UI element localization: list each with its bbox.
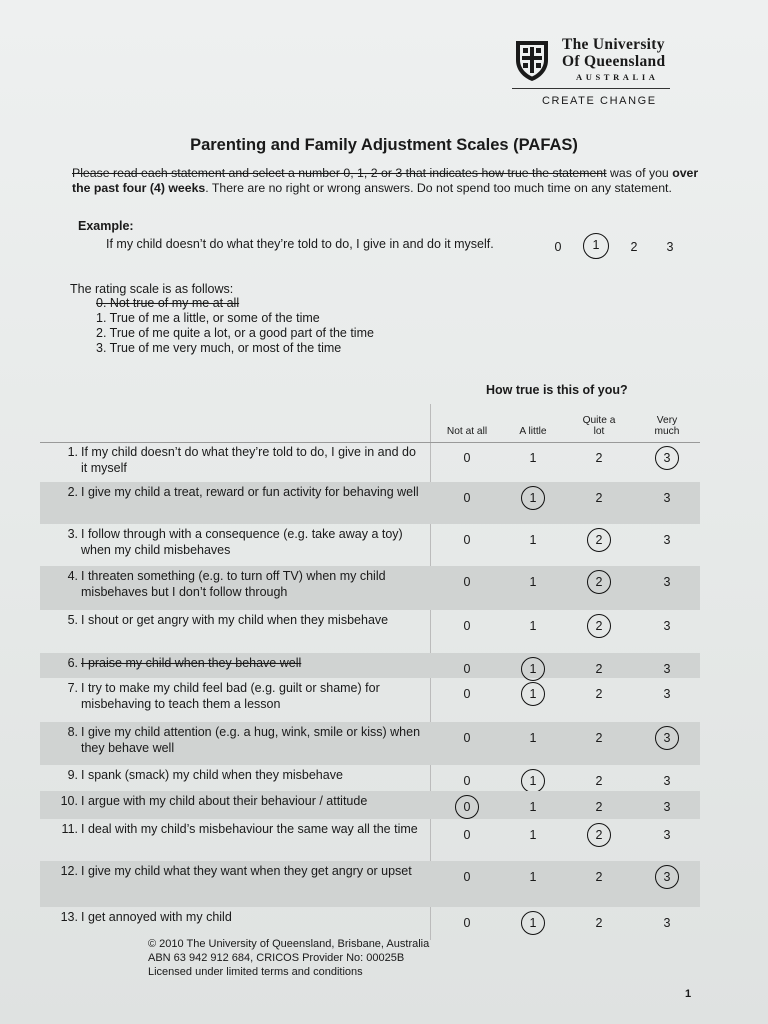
question-number: 9. [67, 768, 78, 782]
question-row [40, 861, 700, 907]
page-title: Parenting and Family Adjustment Scales (PAFAS) [190, 136, 578, 154]
instructions-text-after: . There are no right or wrong answers. Do not spend too much time on any statement. [205, 181, 672, 195]
rating-option-1[interactable]: 1 [529, 533, 537, 547]
question-text [40, 725, 428, 756]
rating-option-3-selected[interactable]: 3 [655, 446, 679, 470]
question-statement: I shout or get angry with my child when they misbehave [81, 613, 389, 627]
rating-option-0[interactable]: 0 [463, 870, 471, 884]
page-number: 1 [685, 988, 692, 1000]
rating-option-1-selected[interactable]: 1 [521, 486, 545, 510]
question-row [40, 482, 700, 524]
question-number: 3. [67, 527, 78, 541]
rating-option-2-selected[interactable]: 2 [587, 570, 611, 594]
question-statement: I give my child a treat, reward or fun activity for behaving well [81, 485, 419, 499]
example-label: Example: [78, 219, 134, 233]
question-row [40, 907, 700, 937]
question-number: 2. [67, 485, 78, 499]
rating-option-2[interactable]: 2 [595, 451, 603, 465]
footer-line-2: ABN 63 942 912 684, CRICOS Provider No: 00025B [148, 952, 405, 964]
example-rating-options [540, 232, 690, 262]
rating-option-1-selected[interactable]: 1 [521, 769, 545, 793]
rating-option-1[interactable]: 1 [529, 828, 537, 842]
rating-option-2-selected[interactable]: 2 [587, 823, 611, 847]
question-statement: I try to make my child feel bad (e.g. guilt or shame) for misbehaving to teach them a lesson [81, 681, 380, 711]
question-row [40, 442, 700, 482]
question-table-header: How true is this of you? [486, 383, 628, 397]
instructions-struck-line: Please read each statement and select a number 0, 1, 2 or 3 that indicates how true the statement [72, 166, 607, 180]
rating-option-3-selected[interactable]: 3 [655, 865, 679, 889]
question-statement: I praise my child when they behave well [81, 656, 302, 670]
rating-option-0[interactable]: 0 [463, 774, 471, 788]
rating-option-0[interactable]: 0 [463, 491, 471, 505]
copyright-footer [148, 937, 429, 979]
rating-option-2-selected[interactable]: 2 [587, 614, 611, 638]
rating-option-1[interactable]: 1 [529, 870, 537, 884]
question-text [40, 527, 428, 558]
question-text [40, 681, 428, 712]
logo-line-1: The University [562, 36, 665, 53]
example-option[interactable]: 0 [554, 240, 562, 254]
rating-option-2[interactable]: 2 [595, 662, 603, 676]
rating-option-1[interactable]: 1 [529, 731, 537, 745]
rating-option-1[interactable]: 1 [529, 451, 537, 465]
question-number: 8. [67, 725, 78, 739]
question-text [40, 768, 428, 784]
column-header: Not at all [446, 426, 488, 437]
question-row [40, 722, 700, 765]
instructions-bold: over the past four (4) weeks [72, 166, 699, 195]
rating-option-1[interactable]: 1 [529, 575, 537, 589]
question-statement: I threaten something (e.g. to turn off TV) when my child misbehaves but I don’t follow through [81, 569, 386, 599]
question-text [40, 485, 428, 501]
rating-option-2[interactable]: 2 [595, 916, 603, 930]
instructions-text-before: was of you [609, 166, 673, 180]
rating-option-3[interactable]: 3 [663, 828, 671, 842]
question-number: 4. [67, 569, 78, 583]
logo-divider [512, 88, 670, 89]
question-text [40, 910, 428, 926]
rating-option-1[interactable]: 1 [529, 619, 537, 633]
footer-line-1: © 2010 The University of Queensland, Brisbane, Australia [148, 938, 430, 950]
uq-crest-icon [512, 38, 552, 82]
question-text [40, 569, 428, 600]
logo-line-3: AUSTRALIA [576, 72, 659, 82]
question-row [40, 653, 700, 678]
logo-tagline: CREATE CHANGE [542, 95, 657, 107]
rating-option-3[interactable]: 3 [663, 800, 671, 814]
rating-option-2[interactable]: 2 [595, 731, 603, 745]
rating-option-0[interactable]: 0 [463, 828, 471, 842]
question-text [40, 445, 428, 476]
rating-scale-item: 2. True of me quite a lot, or a good part of the time [96, 326, 374, 340]
rating-option-0[interactable]: 0 [463, 533, 471, 547]
question-row [40, 566, 700, 610]
rating-option-0[interactable]: 0 [463, 687, 471, 701]
column-header: A little [519, 426, 547, 437]
question-statement: I get annoyed with my child [81, 910, 232, 924]
footer-line-3: Licensed under limited terms and conditions [148, 966, 363, 978]
question-number: 6. [67, 656, 78, 670]
rating-option-3[interactable]: 3 [663, 533, 671, 547]
question-text [40, 794, 428, 810]
rating-option-2-selected[interactable]: 2 [587, 528, 611, 552]
instructions [72, 166, 708, 196]
question-statement: I spank (smack) my child when they misbehave [81, 768, 343, 782]
question-text [40, 656, 428, 672]
question-number: 7. [67, 681, 78, 695]
question-statement: I argue with my child about their behaviour / attitude [81, 794, 368, 808]
rating-option-0[interactable]: 0 [463, 916, 471, 930]
question-number: 13. [60, 910, 78, 924]
logo-line-2: Of Queensland [562, 53, 666, 70]
rating-option-2[interactable]: 2 [595, 687, 603, 701]
question-row [40, 610, 700, 653]
rating-option-1[interactable]: 1 [529, 800, 537, 814]
question-text [40, 864, 428, 880]
rating-option-1-selected[interactable]: 1 [521, 911, 545, 935]
rating-option-2[interactable]: 2 [595, 491, 603, 505]
rating-option-3[interactable]: 3 [663, 619, 671, 633]
question-row [40, 678, 700, 722]
rating-scale-item: 3. True of me very much, or most of the time [96, 341, 342, 355]
question-row [40, 791, 700, 819]
rating-scale-item: 1. True of me a little, or some of the time [96, 311, 320, 325]
rating-option-1-selected[interactable]: 1 [521, 657, 545, 681]
rating-option-2[interactable]: 2 [595, 800, 603, 814]
rating-option-0[interactable]: 0 [463, 662, 471, 676]
rating-option-0[interactable]: 0 [463, 451, 471, 465]
question-text [40, 613, 428, 629]
question-number: 5. [67, 613, 78, 627]
rating-option-0-selected[interactable]: 0 [455, 795, 479, 819]
example-statement: If my child doesn’t do what they’re told to do, I give in and do it myself. [106, 237, 494, 251]
example-option[interactable]: 3 [666, 240, 674, 254]
question-statement: I give my child attention (e.g. a hug, wink, smile or kiss) when they behave well [81, 725, 421, 755]
question-statement: If my child doesn’t do what they’re told to do, I give in and do it myself [81, 445, 416, 475]
rating-option-2[interactable]: 2 [595, 774, 603, 788]
rating-option-3-selected[interactable]: 3 [655, 726, 679, 750]
question-row [40, 819, 700, 861]
question-number: 10. [60, 794, 78, 808]
rating-option-3[interactable]: 3 [663, 491, 671, 505]
example-option[interactable]: 1 [583, 233, 609, 259]
question-number: 11. [61, 822, 78, 836]
rating-option-3[interactable]: 3 [663, 687, 671, 701]
rating-option-0[interactable]: 0 [463, 619, 471, 633]
rating-scale-item: 0. Not true of my me at all [96, 296, 240, 310]
rating-option-0[interactable]: 0 [463, 731, 471, 745]
question-statement: I give my child what they want when they get angry or upset [81, 864, 412, 878]
question-number: 12. [60, 864, 78, 878]
rating-option-3[interactable]: 3 [663, 916, 671, 930]
question-statement: I follow through with a consequence (e.g. take away a toy) when my child misbehaves [81, 527, 403, 557]
rating-option-0[interactable]: 0 [463, 575, 471, 589]
column-header: Very much [654, 415, 680, 437]
example-option[interactable]: 2 [630, 240, 638, 254]
question-number: 1. [67, 445, 78, 459]
rating-scale-list [96, 296, 374, 356]
question-statement: I deal with my child’s misbehaviour the same way all the time [81, 822, 418, 836]
rating-option-3[interactable]: 3 [663, 575, 671, 589]
rating-option-1-selected[interactable]: 1 [521, 682, 545, 706]
rating-scale-title: The rating scale is as follows: [70, 282, 234, 296]
question-row [40, 524, 700, 566]
rating-option-2[interactable]: 2 [595, 870, 603, 884]
question-row [40, 765, 700, 791]
rating-option-3[interactable]: 3 [663, 774, 671, 788]
question-text [40, 822, 428, 838]
column-header: Quite a lot [582, 415, 616, 437]
rating-option-3[interactable]: 3 [663, 662, 671, 676]
